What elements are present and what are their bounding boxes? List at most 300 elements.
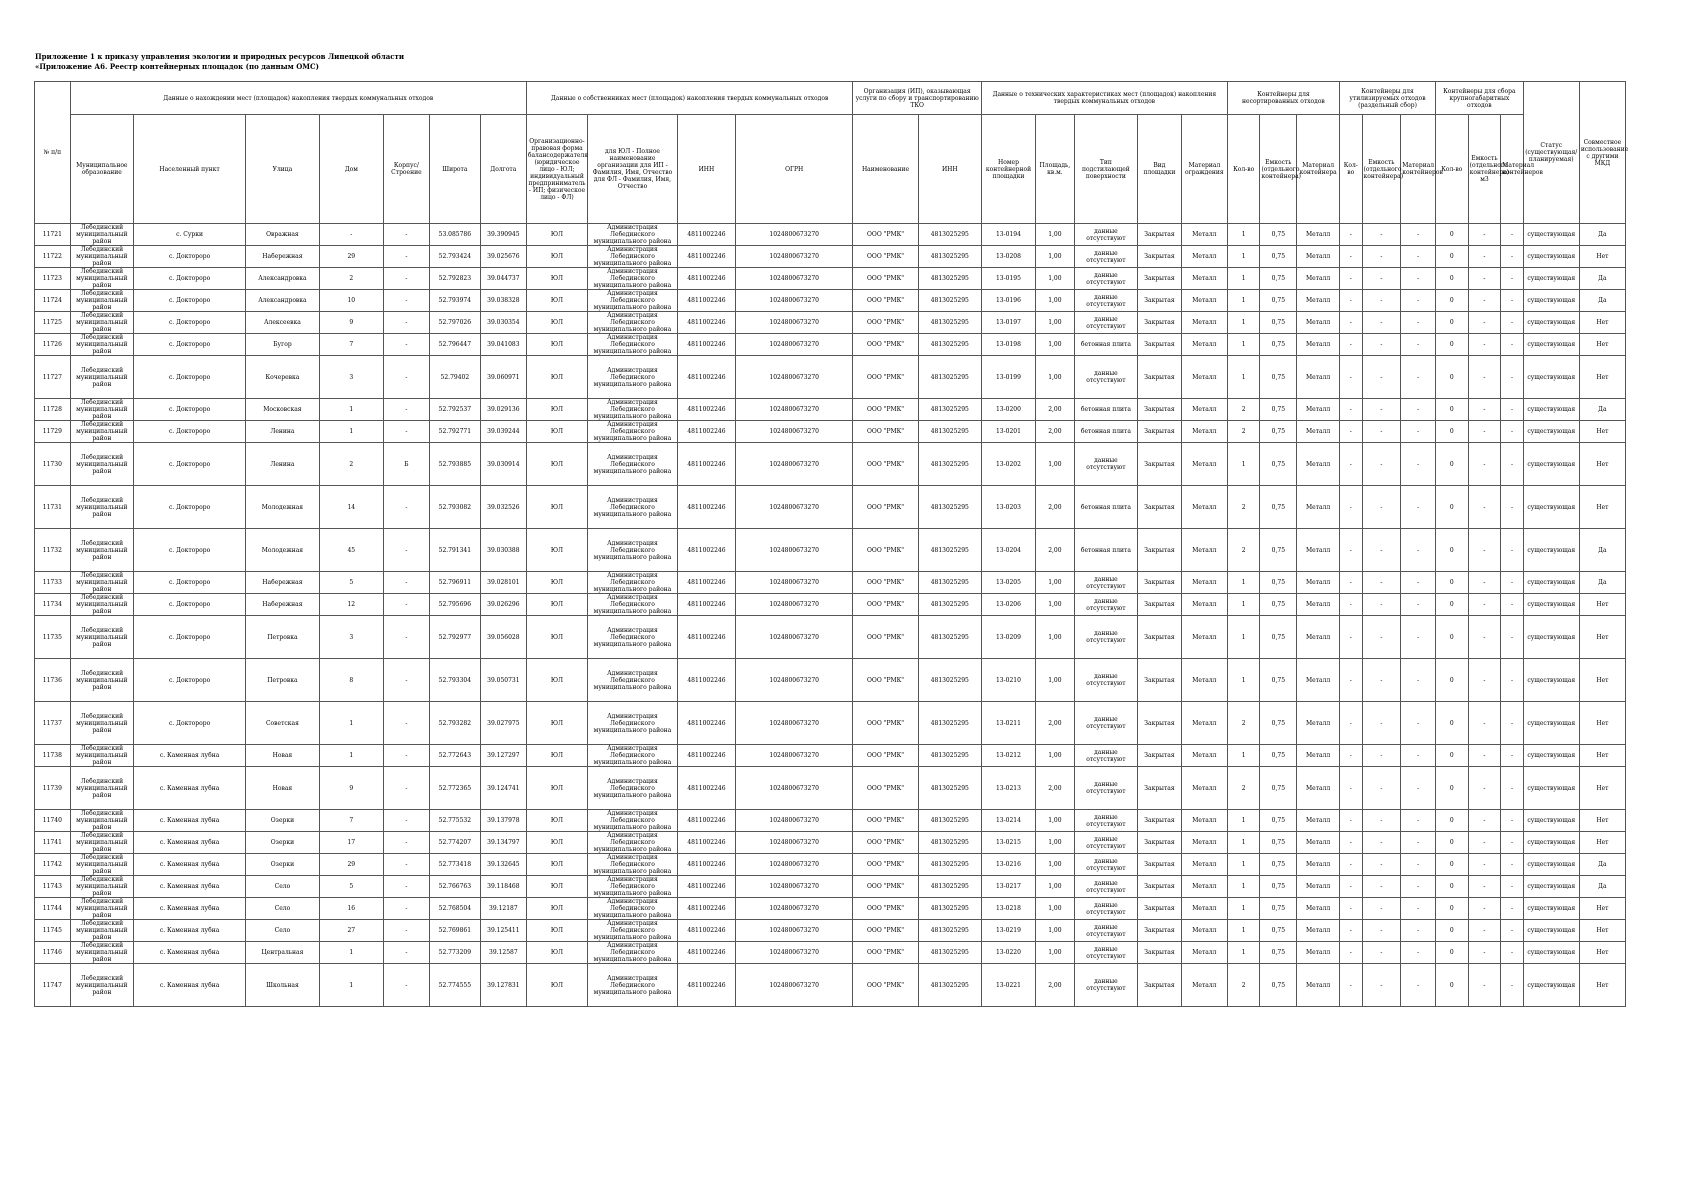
cell-status: существующая (1523, 702, 1579, 745)
cell-material3: - (1501, 334, 1523, 356)
cell-legal-form: ЮЛ (526, 529, 587, 572)
cell-municipality: Лебединский муниципальный район (70, 334, 133, 356)
cell-shared: Нет (1579, 443, 1625, 486)
cell-qty: 1 (1227, 443, 1260, 486)
cell-qty3: 0 (1435, 356, 1468, 399)
cell-qty: 1 (1227, 594, 1260, 616)
cell-capacity: 0,75 (1260, 312, 1297, 334)
cell-legal-form: ЮЛ (526, 421, 587, 443)
cell-settlement: с. Доктороро (133, 312, 245, 334)
cell-settlement: с. Каменная лубна (133, 745, 245, 767)
cell-num: 11743 (35, 876, 71, 898)
cell-fence: Металл (1181, 942, 1227, 964)
cell-qty3: 0 (1435, 224, 1468, 246)
cell-qty2: - (1340, 356, 1362, 399)
cell-legal-form: ЮЛ (526, 399, 587, 421)
col-house: Дом (319, 115, 383, 224)
cell-area: 1,00 (1036, 659, 1075, 702)
cell-area: 2,00 (1036, 702, 1075, 745)
cell-surface: данные отсутствуют (1074, 616, 1137, 659)
cell-owner-inn: 4811002246 (677, 529, 735, 572)
cell-org-inn: 4813025295 (918, 529, 981, 572)
cell-shared: Нет (1579, 421, 1625, 443)
cell-street: Набережная (246, 594, 319, 616)
cell-area: 1,00 (1036, 312, 1075, 334)
cell-shared: Нет (1579, 898, 1625, 920)
cell-municipality: Лебединский муниципальный район (70, 659, 133, 702)
cell-site-type: Закрытая (1138, 421, 1182, 443)
cell-fence: Металл (1181, 659, 1227, 702)
cell-qty3: 0 (1435, 810, 1468, 832)
col-street: Улица (246, 115, 319, 224)
cell-qty2: - (1340, 443, 1362, 486)
cell-surface: бетонная плита (1074, 399, 1137, 421)
cell-house: 14 (319, 486, 383, 529)
cell-municipality: Лебединский муниципальный район (70, 529, 133, 572)
group-tech: Данные о технических характеристиках мест (площадок) накопления твердых коммунальных отходов (981, 82, 1227, 115)
cell-org-inn: 4813025295 (918, 594, 981, 616)
cell-owner-inn: 4811002246 (677, 745, 735, 767)
cell-material3: - (1501, 659, 1523, 702)
cell-lat: 52.766763 (429, 876, 480, 898)
table-row (35, 443, 1626, 486)
cell-fence: Металл (1181, 920, 1227, 942)
cell-legal-form: ЮЛ (526, 486, 587, 529)
cell-qty: 2 (1227, 421, 1260, 443)
cell-house: 1 (319, 421, 383, 443)
cell-owner-inn: 4811002246 (677, 312, 735, 334)
cell-ogrn: 1024800673270 (736, 356, 853, 399)
cell-org-inn: 4813025295 (918, 767, 981, 810)
cell-qty2: - (1340, 290, 1362, 312)
cell-org-inn: 4813025295 (918, 246, 981, 268)
cell-owner-name: Администрация Лебединского муниципального района (588, 399, 678, 421)
cell-building: - (383, 268, 429, 290)
cell-municipality: Лебединский муниципальный район (70, 399, 133, 421)
cell-material3: - (1501, 529, 1523, 572)
cell-material2: - (1401, 942, 1436, 964)
cell-org-name: ООО "РМК" (853, 659, 918, 702)
cell-street: Центральная (246, 942, 319, 964)
cell-capacity2: - (1362, 659, 1401, 702)
table-row (35, 854, 1626, 876)
cell-lat: 52.796911 (429, 572, 480, 594)
col-ogrn: ОГРН (736, 115, 853, 224)
cell-owner-name: Администрация Лебединского муниципального района (588, 702, 678, 745)
cell-material2: - (1401, 529, 1436, 572)
cell-house: 8 (319, 659, 383, 702)
cell-qty: 1 (1227, 224, 1260, 246)
cell-lon: 39.041083 (480, 334, 526, 356)
cell-owner-inn: 4811002246 (677, 290, 735, 312)
cell-owner-inn: 4811002246 (677, 702, 735, 745)
table-row (35, 745, 1626, 767)
cell-legal-form: ЮЛ (526, 745, 587, 767)
cell-capacity2: - (1362, 942, 1401, 964)
cell-org-name: ООО "РМК" (853, 810, 918, 832)
cell-qty2: - (1340, 832, 1362, 854)
cell-house: 1 (319, 964, 383, 1007)
cell-capacity3: - (1468, 399, 1501, 421)
cell-lon: 39.056028 (480, 616, 526, 659)
cell-building: - (383, 942, 429, 964)
cell-qty3: 0 (1435, 876, 1468, 898)
cell-fence: Металл (1181, 616, 1227, 659)
cell-street: Село (246, 920, 319, 942)
cell-street: Александровка (246, 268, 319, 290)
cell-municipality: Лебединский муниципальный район (70, 572, 133, 594)
cell-material: Металл (1297, 920, 1340, 942)
cell-shared: Да (1579, 224, 1625, 246)
cell-material3: - (1501, 745, 1523, 767)
cell-site-num: 13-0216 (981, 854, 1035, 876)
cell-site-type: Закрытая (1138, 745, 1182, 767)
cell-fence: Металл (1181, 312, 1227, 334)
cell-qty3: 0 (1435, 702, 1468, 745)
cell-legal-form: ЮЛ (526, 224, 587, 246)
cell-qty2: - (1340, 399, 1362, 421)
cell-lat: 52.792823 (429, 268, 480, 290)
cell-owner-inn: 4811002246 (677, 443, 735, 486)
cell-building: - (383, 572, 429, 594)
cell-qty: 1 (1227, 920, 1260, 942)
cell-qty3: 0 (1435, 290, 1468, 312)
cell-org-name: ООО "РМК" (853, 942, 918, 964)
cell-house: 2 (319, 443, 383, 486)
col-owner-name: для ЮЛ - Полное наименование организации для ИП - Фамилия, Имя, Отчество для ФЛ - Фамилия, Имя, Отчество (588, 115, 678, 224)
cell-fence: Металл (1181, 854, 1227, 876)
cell-qty3: 0 (1435, 572, 1468, 594)
cell-material: Металл (1297, 702, 1340, 745)
cell-material3: - (1501, 312, 1523, 334)
cell-house: 1 (319, 399, 383, 421)
cell-qty3: 0 (1435, 964, 1468, 1007)
cell-surface: данные отсутствуют (1074, 920, 1137, 942)
table-row (35, 964, 1626, 1007)
cell-fence: Металл (1181, 421, 1227, 443)
cell-num: 11723 (35, 268, 71, 290)
cell-status: существующая (1523, 246, 1579, 268)
cell-site-num: 13-0218 (981, 898, 1035, 920)
cell-owner-name: Администрация Лебединского муниципального района (588, 616, 678, 659)
cell-status: существующая (1523, 767, 1579, 810)
cell-material: Металл (1297, 246, 1340, 268)
cell-lat: 52.793974 (429, 290, 480, 312)
col-num: № п/п (35, 82, 71, 224)
cell-qty2: - (1340, 964, 1362, 1007)
cell-qty: 1 (1227, 290, 1260, 312)
cell-owner-inn: 4811002246 (677, 486, 735, 529)
cell-capacity3: - (1468, 616, 1501, 659)
cell-municipality: Лебединский муниципальный район (70, 246, 133, 268)
cell-qty3: 0 (1435, 832, 1468, 854)
cell-lat: 52.792537 (429, 399, 480, 421)
col-capacity3: Емкость (отдельного контейнера) м3 (1468, 115, 1501, 224)
cell-house: 7 (319, 810, 383, 832)
cell-owner-inn: 4811002246 (677, 594, 735, 616)
cell-capacity2: - (1362, 702, 1401, 745)
cell-qty: 1 (1227, 745, 1260, 767)
cell-site-type: Закрытая (1138, 246, 1182, 268)
cell-qty: 1 (1227, 810, 1260, 832)
cell-building: - (383, 702, 429, 745)
cell-site-type: Закрытая (1138, 810, 1182, 832)
cell-org-inn: 4813025295 (918, 334, 981, 356)
cell-num: 11735 (35, 616, 71, 659)
table-row (35, 920, 1626, 942)
cell-org-inn: 4813025295 (918, 920, 981, 942)
cell-material3: - (1501, 898, 1523, 920)
cell-building: - (383, 616, 429, 659)
cell-house: 12 (319, 594, 383, 616)
cell-building: - (383, 312, 429, 334)
cell-legal-form: ЮЛ (526, 443, 587, 486)
cell-org-inn: 4813025295 (918, 572, 981, 594)
cell-area: 1,00 (1036, 876, 1075, 898)
cell-settlement: с. Каменная лубна (133, 854, 245, 876)
cell-material: Металл (1297, 745, 1340, 767)
col-org-name: Наименование (853, 115, 918, 224)
cell-qty: 1 (1227, 832, 1260, 854)
cell-material3: - (1501, 399, 1523, 421)
cell-site-num: 13-0212 (981, 745, 1035, 767)
cell-house: 17 (319, 832, 383, 854)
cell-status: существующая (1523, 876, 1579, 898)
cell-site-type: Закрытая (1138, 920, 1182, 942)
cell-lat: 52.773418 (429, 854, 480, 876)
col-building: Корпус/Строение (383, 115, 429, 224)
cell-capacity3: - (1468, 810, 1501, 832)
cell-surface: данные отсутствуют (1074, 767, 1137, 810)
cell-org-inn: 4813025295 (918, 702, 981, 745)
cell-surface: данные отсутствуют (1074, 224, 1137, 246)
cell-settlement: с. Каменная лубна (133, 964, 245, 1007)
cell-material2: - (1401, 964, 1436, 1007)
cell-fence: Металл (1181, 572, 1227, 594)
col-qty: Кол-во (1227, 115, 1260, 224)
cell-capacity3: - (1468, 421, 1501, 443)
cell-shared: Нет (1579, 767, 1625, 810)
cell-site-num: 13-0197 (981, 312, 1035, 334)
cell-site-type: Закрытая (1138, 594, 1182, 616)
cell-lon: 39.12187 (480, 898, 526, 920)
header-line-1: Приложение 1 к приказу управления экологии и природных ресурсов Липецкой области (35, 52, 405, 61)
cell-building: - (383, 356, 429, 399)
cell-capacity2: - (1362, 920, 1401, 942)
cell-legal-form: ЮЛ (526, 290, 587, 312)
cell-qty: 2 (1227, 399, 1260, 421)
col-capacity: Емкость (отдельного контейнера) (1260, 115, 1297, 224)
cell-settlement: с. Доктороро (133, 268, 245, 290)
cell-fence: Металл (1181, 224, 1227, 246)
table-row (35, 572, 1626, 594)
cell-building: - (383, 421, 429, 443)
cell-qty: 1 (1227, 572, 1260, 594)
document-header (35, 52, 404, 72)
cell-street: Молодежная (246, 486, 319, 529)
table-row (35, 312, 1626, 334)
col-legal-form: Организационно-правовая форма балансодержателя (юридическое лицо - ЮЛ; индивидуальный предприниматель - ИП; физическое лицо - ФЛ) (526, 115, 587, 224)
cell-capacity2: - (1362, 399, 1401, 421)
cell-status: существующая (1523, 224, 1579, 246)
cell-surface: данные отсутствуют (1074, 268, 1137, 290)
cell-capacity2: - (1362, 312, 1401, 334)
cell-material3: - (1501, 421, 1523, 443)
cell-org-name: ООО "РМК" (853, 486, 918, 529)
cell-lon: 39.127831 (480, 964, 526, 1007)
cell-qty: 1 (1227, 312, 1260, 334)
cell-area: 1,00 (1036, 942, 1075, 964)
cell-settlement: с. Доктороро (133, 594, 245, 616)
cell-municipality: Лебединский муниципальный район (70, 810, 133, 832)
group-cont-large: Контейнеры для сбора крупногабаритных отходов (1435, 82, 1523, 115)
cell-qty3: 0 (1435, 920, 1468, 942)
cell-site-type: Закрытая (1138, 290, 1182, 312)
cell-house: 2 (319, 268, 383, 290)
cell-building: - (383, 898, 429, 920)
cell-capacity2: - (1362, 356, 1401, 399)
col-capacity2: Емкость (отдельного контейнера) (1362, 115, 1401, 224)
cell-material3: - (1501, 702, 1523, 745)
cell-owner-inn: 4811002246 (677, 616, 735, 659)
cell-qty3: 0 (1435, 399, 1468, 421)
cell-capacity2: - (1362, 616, 1401, 659)
cell-area: 2,00 (1036, 964, 1075, 1007)
table-row (35, 290, 1626, 312)
cell-shared: Нет (1579, 659, 1625, 702)
cell-owner-name: Администрация Лебединского муниципального района (588, 421, 678, 443)
cell-status: существующая (1523, 268, 1579, 290)
cell-site-type: Закрытая (1138, 702, 1182, 745)
cell-legal-form: ЮЛ (526, 659, 587, 702)
cell-qty: 1 (1227, 898, 1260, 920)
table-row (35, 356, 1626, 399)
table-row (35, 659, 1626, 702)
cell-status: существующая (1523, 832, 1579, 854)
cell-material3: - (1501, 443, 1523, 486)
cell-capacity: 0,75 (1260, 810, 1297, 832)
cell-material: Металл (1297, 854, 1340, 876)
cell-capacity: 0,75 (1260, 399, 1297, 421)
cell-lon: 39.026296 (480, 594, 526, 616)
cell-ogrn: 1024800673270 (736, 290, 853, 312)
cell-surface: данные отсутствуют (1074, 702, 1137, 745)
cell-owner-name: Администрация Лебединского муниципального района (588, 486, 678, 529)
cell-owner-name: Администрация Лебединского муниципального района (588, 290, 678, 312)
col-material: Материал контейнера (1297, 115, 1340, 224)
cell-ogrn: 1024800673270 (736, 268, 853, 290)
cell-street: Село (246, 898, 319, 920)
cell-owner-inn: 4811002246 (677, 246, 735, 268)
cell-lat: 52.793282 (429, 702, 480, 745)
cell-ogrn: 1024800673270 (736, 246, 853, 268)
cell-owner-inn: 4811002246 (677, 810, 735, 832)
cell-street: Набережная (246, 246, 319, 268)
cell-qty: 1 (1227, 854, 1260, 876)
cell-surface: бетонная плита (1074, 486, 1137, 529)
cell-material2: - (1401, 443, 1436, 486)
cell-capacity: 0,75 (1260, 224, 1297, 246)
cell-site-type: Закрытая (1138, 399, 1182, 421)
cell-qty3: 0 (1435, 246, 1468, 268)
cell-site-num: 13-0202 (981, 443, 1035, 486)
cell-owner-name: Администрация Лебединского муниципального района (588, 334, 678, 356)
cell-municipality: Лебединский муниципальный район (70, 290, 133, 312)
cell-owner-inn: 4811002246 (677, 898, 735, 920)
cell-site-num: 13-0220 (981, 942, 1035, 964)
cell-capacity3: - (1468, 745, 1501, 767)
cell-material2: - (1401, 356, 1436, 399)
table-row (35, 268, 1626, 290)
cell-surface: данные отсутствуют (1074, 810, 1137, 832)
cell-legal-form: ЮЛ (526, 312, 587, 334)
cell-building: - (383, 334, 429, 356)
cell-num: 11724 (35, 290, 71, 312)
cell-settlement: с. Доктороро (133, 356, 245, 399)
cell-settlement: с. Доктороро (133, 529, 245, 572)
cell-site-num: 13-0205 (981, 572, 1035, 594)
cell-capacity2: - (1362, 246, 1401, 268)
cell-lat: 52.774555 (429, 964, 480, 1007)
cell-settlement: с. Доктороро (133, 702, 245, 745)
cell-capacity3: - (1468, 356, 1501, 399)
cell-lon: 39.030354 (480, 312, 526, 334)
cell-num: 11731 (35, 486, 71, 529)
cell-org-inn: 4813025295 (918, 421, 981, 443)
cell-org-inn: 4813025295 (918, 356, 981, 399)
cell-area: 1,00 (1036, 246, 1075, 268)
cell-lat: 52.793424 (429, 246, 480, 268)
cell-street: Новая (246, 767, 319, 810)
cell-num: 11725 (35, 312, 71, 334)
cell-ogrn: 1024800673270 (736, 334, 853, 356)
cell-ogrn: 1024800673270 (736, 399, 853, 421)
cell-legal-form: ЮЛ (526, 854, 587, 876)
cell-capacity3: - (1468, 334, 1501, 356)
cell-fence: Металл (1181, 529, 1227, 572)
cell-capacity: 0,75 (1260, 616, 1297, 659)
cell-building: - (383, 767, 429, 810)
cell-qty2: - (1340, 486, 1362, 529)
cell-owner-name: Администрация Лебединского муниципального района (588, 745, 678, 767)
cell-status: существующая (1523, 942, 1579, 964)
cell-material3: - (1501, 767, 1523, 810)
cell-surface: данные отсутствуют (1074, 964, 1137, 1007)
cell-org-name: ООО "РМК" (853, 898, 918, 920)
cell-org-name: ООО "РМК" (853, 702, 918, 745)
cell-street: Московская (246, 399, 319, 421)
cell-qty3: 0 (1435, 312, 1468, 334)
cell-fence: Металл (1181, 964, 1227, 1007)
cell-shared: Нет (1579, 964, 1625, 1007)
cell-owner-inn: 4811002246 (677, 832, 735, 854)
table-row (35, 399, 1626, 421)
cell-area: 2,00 (1036, 486, 1075, 529)
cell-qty: 2 (1227, 964, 1260, 1007)
cell-shared: Нет (1579, 832, 1625, 854)
cell-org-inn: 4813025295 (918, 745, 981, 767)
cell-site-type: Закрытая (1138, 443, 1182, 486)
cell-capacity: 0,75 (1260, 854, 1297, 876)
cell-site-num: 13-0217 (981, 876, 1035, 898)
cell-site-type: Закрытая (1138, 832, 1182, 854)
cell-capacity: 0,75 (1260, 594, 1297, 616)
cell-site-type: Закрытая (1138, 964, 1182, 1007)
cell-material: Металл (1297, 356, 1340, 399)
cell-num: 11739 (35, 767, 71, 810)
cell-building: - (383, 854, 429, 876)
cell-lon: 39.390945 (480, 224, 526, 246)
